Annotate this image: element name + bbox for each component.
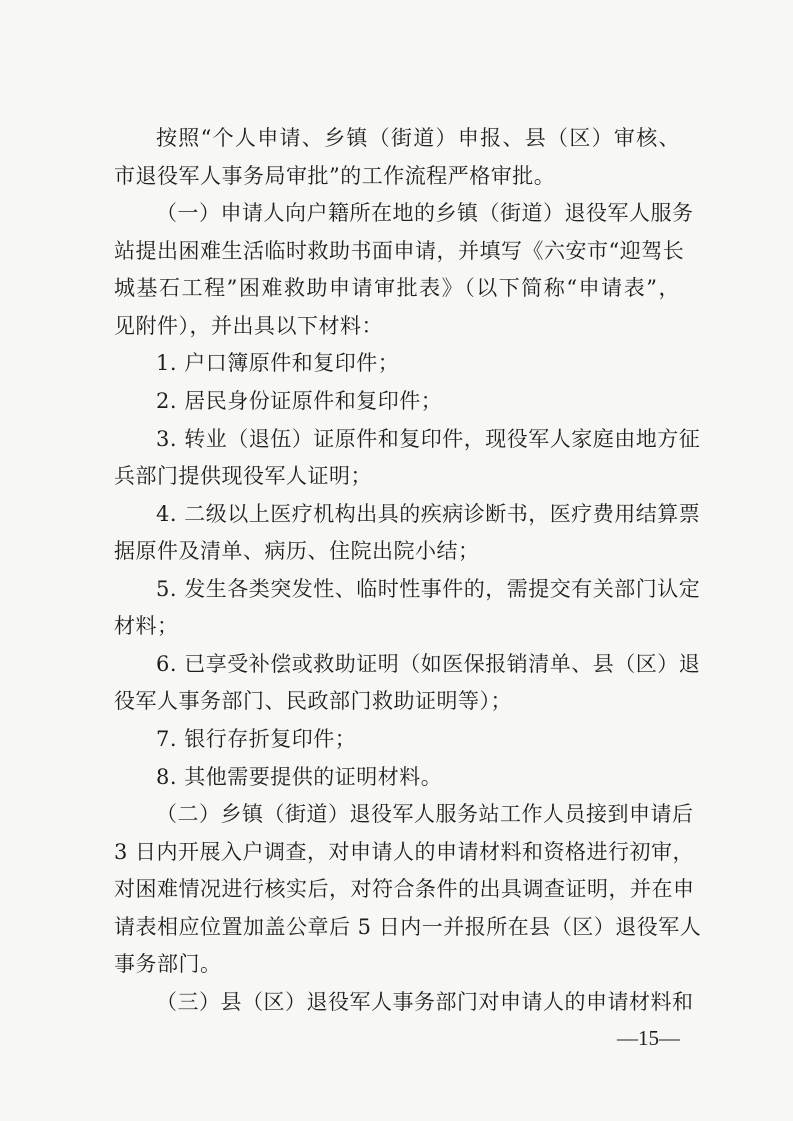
text-line: 4. 二级以上医疗机构出具的疾病诊断书，医疗费用结算票 bbox=[156, 502, 701, 526]
text-line: 站提出困难生活临时救助书面申请，并填写《六安市“迎驾长 bbox=[114, 239, 685, 263]
text-line: 8. 其他需要提供的证明材料。 bbox=[156, 765, 443, 789]
text-line: 3. 转业（退伍）证原件和复印件，现役军人家庭由地方征 bbox=[156, 427, 701, 451]
text-line: 据原件及清单、病历、住院出院小结； bbox=[114, 539, 480, 563]
text-line: 按照“个人申请、乡镇（街道）申报、县（区）审核、 bbox=[156, 126, 680, 150]
text-line: 对困难情况进行核实后，对符合条件的出具调查证明，并在申 bbox=[114, 877, 695, 901]
text-line: （一）申请人向户籍所在地的乡镇（街道）退役军人服务 bbox=[156, 201, 694, 225]
page-number: —15— bbox=[617, 1026, 680, 1050]
text-line: 请表相应位置加盖公章后 5 日内一并报所在县（区）退役军人 bbox=[114, 915, 702, 939]
text-line: 5. 发生各类突发性、临时性事件的，需提交有关部门认定 bbox=[156, 577, 701, 601]
text-line: 事务部门。 bbox=[114, 952, 222, 976]
text-line: 1. 户口簿原件和复印件； bbox=[156, 351, 400, 375]
text-line: （二）乡镇（街道）退役军人服务站工作人员接到申请后 bbox=[156, 802, 694, 826]
text-line: 兵部门提供现役军人证明； bbox=[114, 464, 372, 488]
text-line: 3 日内开展入户调查，对申请人的申请材料和资格进行初审， bbox=[114, 840, 695, 864]
text-line: 城基石工程”困难救助申请审批表》（以下简称“申请表”， bbox=[114, 276, 680, 300]
text-line: 6. 已享受补偿或救助证明（如医保报销清单、县（区）退 bbox=[156, 652, 701, 676]
text-line: 见附件），并出具以下材料： bbox=[114, 314, 383, 338]
text-line: 材料； bbox=[114, 614, 179, 638]
text-line: 市退役军人事务局审批”的工作流程严格审批。 bbox=[114, 164, 556, 188]
text-line: 役军人事务部门、民政部门救助证明等）； bbox=[114, 689, 512, 713]
text-line: （三）县（区）退役军人事务部门对申请人的申请材料和 bbox=[156, 990, 694, 1014]
text-line: 7. 银行存折复印件； bbox=[156, 727, 357, 751]
text-line: 2. 居民身份证原件和复印件； bbox=[156, 389, 443, 413]
